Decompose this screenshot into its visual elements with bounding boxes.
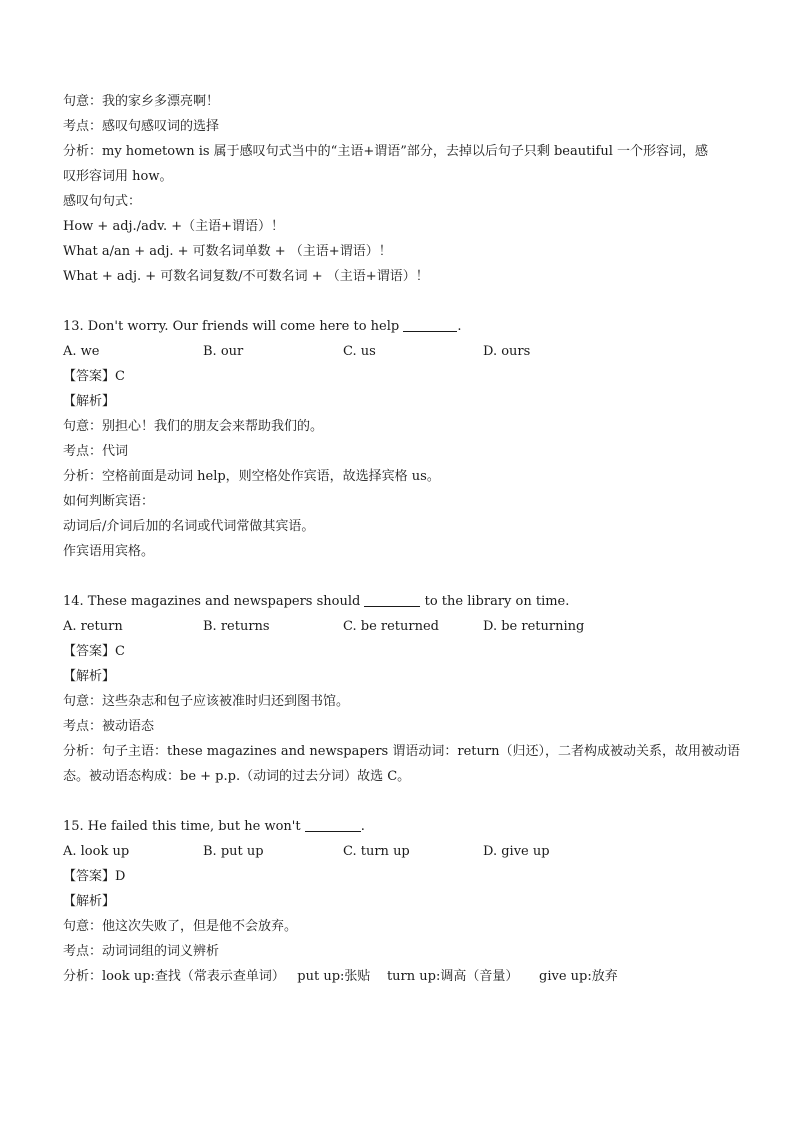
stem-text-after: . bbox=[360, 819, 365, 834]
explanation-line: 考点：代词 bbox=[63, 444, 129, 459]
explanation-label: 【解析】 bbox=[63, 894, 116, 909]
intro-pattern-3: What + adj. + 可数名词复数/不可数名词 + （主语+谓语）！ bbox=[63, 269, 429, 284]
intro-pattern-title: 感叹句句式： bbox=[63, 194, 142, 209]
explanation-line: 句意：别担心！我们的朋友会来帮助我们的。 bbox=[63, 419, 324, 434]
option-b: B. returns bbox=[203, 619, 270, 634]
question-15 bbox=[63, 814, 743, 989]
explanation-line: 考点：被动语态 bbox=[63, 719, 155, 734]
stem-text-before: 13. Don't worry. Our friends will come here to help bbox=[63, 319, 404, 334]
question-13 bbox=[63, 314, 743, 564]
stem-text-before: 15. He failed this time, but he won't bbox=[63, 819, 305, 834]
options-row bbox=[63, 839, 743, 864]
answer-blank bbox=[403, 317, 457, 332]
answer-label: 【答案】D bbox=[63, 869, 126, 884]
option-d: D. be returning bbox=[483, 619, 585, 634]
option-a: A. look up bbox=[63, 844, 130, 859]
explanation-label: 【解析】 bbox=[63, 669, 116, 684]
options-row bbox=[63, 339, 743, 364]
option-c: C. turn up bbox=[343, 844, 410, 859]
stem-text-before: 14. These magazines and newspapers should bbox=[63, 594, 365, 609]
option-b: B. put up bbox=[203, 844, 264, 859]
intro-analysis-line-2: 叹形容词用 how。 bbox=[63, 169, 173, 184]
explanation-line: 分析：句子主语：these magazines and newspapers 谓语动词：return（归还），二者构成被动关系，故用被动语 bbox=[63, 744, 740, 759]
stem-text-after: . bbox=[457, 319, 462, 334]
explanation-line: 句意：他这次失败了，但是他不会放弃。 bbox=[63, 919, 298, 934]
question-14 bbox=[63, 589, 743, 789]
explanation-line: 动词后/介词后加的名词或代词常做其宾语。 bbox=[63, 519, 315, 534]
option-d: D. ours bbox=[483, 344, 531, 359]
explanation-line: 态。被动语态构成：be + p.p.（动词的过去分词）故选 C。 bbox=[63, 769, 411, 784]
spacer bbox=[63, 289, 743, 314]
option-a: A. return bbox=[63, 619, 123, 634]
explanation-line: 句意：这些杂志和包子应该被准时归还到图书馆。 bbox=[63, 694, 350, 709]
spacer bbox=[63, 564, 743, 589]
intro-meaning: 句意：我的家乡多漂亮啊！ bbox=[63, 94, 220, 109]
option-c: C. us bbox=[343, 344, 376, 359]
intro-pattern-2: What a/an + adj. + 可数名词单数 + （主语+谓语）！ bbox=[63, 244, 392, 259]
explanation-line: 考点：动词词组的词义辨析 bbox=[63, 944, 220, 959]
question-stem bbox=[63, 314, 743, 339]
options-row bbox=[63, 614, 743, 639]
option-d: D. give up bbox=[483, 844, 550, 859]
answer-blank bbox=[305, 817, 361, 832]
explanation-line: 如何判断宾语： bbox=[63, 494, 155, 509]
explanation-line: 分析：look up:查找（常表示查单词） put up:张贴 turn up:调高（音量） give up:放弃 bbox=[63, 969, 618, 984]
answer-label: 【答案】C bbox=[63, 644, 125, 659]
intro-pattern-1: How + adj./adv. +（主语+谓语）！ bbox=[63, 219, 284, 234]
answer-blank bbox=[364, 592, 420, 607]
intro-point: 考点：感叹句感叹词的选择 bbox=[63, 119, 220, 134]
question-stem bbox=[63, 814, 743, 839]
option-c: C. be returned bbox=[343, 619, 440, 634]
question-stem bbox=[63, 589, 743, 614]
option-a: A. we bbox=[63, 344, 100, 359]
intro-analysis-line-1: 分析：my hometown is 属于感叹句式当中的“主语+谓语”部分，去掉以后句子只剩 beautiful 一个形容词，感 bbox=[63, 144, 708, 159]
explanation-line: 分析：空格前面是动词 help，则空格处作宾语，故选择宾格 us。 bbox=[63, 469, 440, 484]
explanation-label: 【解析】 bbox=[63, 394, 116, 409]
document-content bbox=[63, 89, 743, 989]
answer-label: 【答案】C bbox=[63, 369, 125, 384]
stem-text-after: to the library on time. bbox=[420, 594, 570, 609]
option-b: B. our bbox=[203, 344, 244, 359]
explanation-line: 作宾语用宾格。 bbox=[63, 544, 155, 559]
spacer bbox=[63, 789, 743, 814]
